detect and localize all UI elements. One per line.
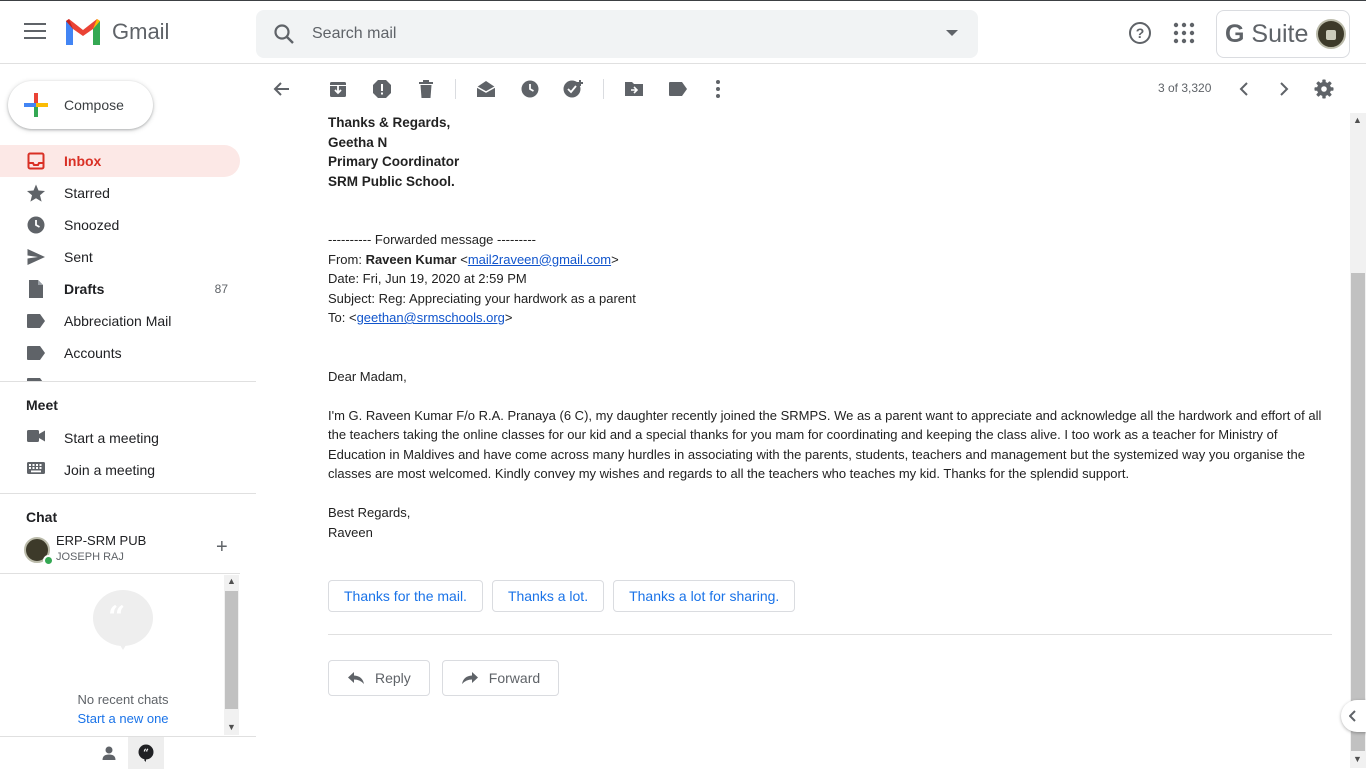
- body-paragraph: I'm G. Raveen Kumar F/o R.A. Pranaya (6 C), my daughter recently joined the SRMPS. We as a parent want to appreciate and acknowledge all the hardwork and effort of all the teachers taking the online classes for our kid and a special thanks for you mam for coordinating and keeping the class alive. I too work as a teacher for Ministry of Education in Maldives and have come across many hurdles in associating with the parents, students, teachers and management but the systemized way you organise the classes are most welcomed. Kindly convey my wishes and regards to all the teachers who teaches my kid. Thanks for the splendid support.: [328, 407, 1322, 481]
- sidebar-item-inbox[interactable]: [0, 145, 240, 177]
- start-meeting-button[interactable]: [26, 429, 159, 446]
- settings-gear-icon[interactable]: [1312, 77, 1336, 101]
- from-name: Raveen Kumar: [365, 251, 457, 267]
- join-meeting-button[interactable]: [26, 461, 155, 478]
- sidebar-item-accounts[interactable]: [0, 337, 240, 369]
- more-options-icon[interactable]: [706, 77, 730, 101]
- signature-line: Primary Coordinator: [328, 154, 460, 169]
- hangouts-icon: [137, 744, 155, 762]
- scroll-down-arrow-icon[interactable]: ▼: [1353, 754, 1362, 764]
- greeting: Dear Madam,: [328, 368, 407, 384]
- sidebar-item-snoozed[interactable]: [0, 209, 240, 241]
- back-icon[interactable]: [270, 77, 294, 101]
- from-email-link[interactable]: mail2raveen@gmail.com: [467, 251, 612, 267]
- send-icon: [26, 247, 46, 267]
- forward-date: Date: Fri, Jun 19, 2020 at 2:59 PM: [328, 271, 527, 286]
- forward-header: ---------- Forwarded message ---------: [328, 232, 536, 247]
- video-camera-icon: [26, 429, 46, 446]
- inbox-icon: [26, 151, 46, 171]
- toolbar-separator: [603, 79, 604, 99]
- from-label: From:: [328, 251, 366, 267]
- app-title: Gmail: [112, 19, 170, 44]
- label-icon: [26, 311, 46, 331]
- contacts-tab[interactable]: [91, 737, 127, 769]
- compose-label: Compose: [64, 97, 124, 113]
- start-meeting-label: Start a meeting: [64, 429, 159, 446]
- forward-icon: [461, 671, 479, 685]
- email-body: [328, 113, 1332, 542]
- draft-icon: [26, 279, 46, 299]
- help-icon[interactable]: [1128, 21, 1152, 45]
- forward-button[interactable]: [442, 660, 559, 696]
- gmail-logo[interactable]: [64, 17, 169, 47]
- signature-line: Thanks & Regards,: [328, 115, 451, 130]
- star-icon: [26, 183, 46, 203]
- older-icon[interactable]: [1272, 77, 1296, 101]
- signature-line: Geetha N: [328, 134, 388, 150]
- gsuite-suffix: Suite: [1251, 19, 1309, 48]
- chat-user-name: ERP-SRM PUB: [56, 533, 147, 548]
- toolbar-separator: [455, 79, 456, 99]
- srm-crest-avatar: [1316, 19, 1346, 49]
- chat-user-sub: JOSEPH RAJ: [56, 551, 124, 563]
- move-to-icon[interactable]: [622, 77, 646, 101]
- keyboard-icon: [26, 461, 46, 478]
- svg-text:“: “: [143, 748, 149, 759]
- mark-unread-icon[interactable]: [474, 77, 498, 101]
- chat-user-row[interactable]: [24, 533, 254, 565]
- gsuite-logo: [1225, 20, 1308, 49]
- compose-button[interactable]: [8, 81, 153, 129]
- forward-subject: Subject: Reg: Appreciating your hardwork as a parent: [328, 290, 636, 306]
- labels-icon[interactable]: [666, 77, 690, 101]
- gmail-m-icon: [64, 17, 102, 47]
- start-new-chat-link[interactable]: Start a new one: [77, 711, 169, 726]
- report-spam-icon[interactable]: [370, 77, 394, 101]
- scroll-down-arrow-icon[interactable]: ▼: [227, 722, 236, 732]
- join-meeting-label: Join a meeting: [64, 461, 156, 478]
- nav-list: [0, 145, 256, 381]
- smart-reply-chip[interactable]: Thanks a lot for sharing.: [613, 580, 795, 612]
- sidebar-item-label: Accounts: [64, 345, 122, 361]
- online-status-icon: [43, 555, 54, 566]
- to-label: To:: [328, 310, 349, 325]
- sidebar-item-drafts[interactable]: [0, 273, 240, 305]
- closing-name: Raveen: [328, 524, 373, 540]
- sidebar-item-abbreciation-mail[interactable]: [0, 305, 240, 337]
- chat-panel: [0, 573, 240, 736]
- show-side-panel-button[interactable]: [1341, 700, 1366, 732]
- compose-plus-icon: [24, 93, 48, 117]
- drafts-count: 87: [214, 282, 228, 296]
- sidebar-item-partial[interactable]: [0, 369, 240, 381]
- main-menu-icon[interactable]: [24, 23, 46, 43]
- closing: Best Regards,: [328, 505, 411, 520]
- signature-line: SRM Public School.: [328, 173, 455, 189]
- chevron-left-icon: [1349, 710, 1357, 722]
- delete-icon[interactable]: [414, 77, 438, 101]
- chat-divider: [0, 493, 256, 494]
- apps-grid-icon[interactable]: [1172, 21, 1196, 45]
- hangouts-quote-icon: [93, 590, 153, 646]
- add-chat-icon[interactable]: +: [216, 536, 228, 558]
- pager-count: 3 of 3,320: [1158, 81, 1212, 95]
- smart-replies: [328, 580, 795, 612]
- sidebar-item-label: Snoozed: [64, 217, 120, 233]
- to-email-link[interactable]: geethan@srmschools.org: [356, 310, 505, 325]
- forward-to: To: <geethan@srmschools.org>: [328, 310, 513, 325]
- snooze-icon[interactable]: [518, 77, 542, 101]
- reply-actions: [328, 660, 559, 696]
- forward-label: Forward: [488, 670, 541, 686]
- chat-scrollbar-thumb[interactable]: [225, 591, 238, 709]
- message-view: [256, 113, 1350, 768]
- no-recent-chats-text: No recent chats: [77, 692, 169, 707]
- reply-icon: [347, 671, 365, 685]
- sidebar-item-label: Drafts: [64, 281, 105, 297]
- archive-icon[interactable]: [326, 77, 350, 101]
- meet-divider: [0, 381, 256, 382]
- message-divider: [328, 634, 1332, 635]
- hangouts-tab[interactable]: [128, 737, 164, 769]
- chat-tabs: [0, 736, 256, 768]
- reply-button[interactable]: [328, 660, 430, 696]
- clock-icon: [26, 215, 46, 235]
- sidebar-item-label: Inbox: [64, 153, 102, 169]
- meet-title: Meet: [26, 397, 58, 413]
- chat-title: Chat: [26, 509, 58, 525]
- sidebar: [0, 65, 256, 768]
- smart-reply-chip[interactable]: Thanks for the mail.: [328, 580, 483, 612]
- account-button[interactable]: [1216, 10, 1350, 58]
- gsuite-g: G: [1225, 19, 1245, 48]
- sidebar-item-sent[interactable]: [0, 241, 240, 273]
- sidebar-item-starred[interactable]: [0, 177, 240, 209]
- message-toolbar: [256, 65, 1366, 113]
- search-options-icon[interactable]: [946, 30, 958, 36]
- reply-label: Reply: [375, 670, 411, 686]
- add-to-tasks-icon[interactable]: [562, 77, 586, 101]
- sidebar-item-label: Sent: [64, 249, 93, 265]
- sidebar-item-label: Starred: [64, 185, 110, 201]
- quote-glyph: “: [108, 600, 126, 635]
- newer-icon[interactable]: [1232, 77, 1256, 101]
- label-icon: [26, 343, 46, 363]
- scroll-up-arrow-icon[interactable]: ▲: [1353, 115, 1362, 125]
- scroll-up-arrow-icon[interactable]: ▲: [227, 576, 236, 586]
- sidebar-item-label: Abbreciation Mail: [64, 313, 172, 329]
- person-icon: [101, 745, 117, 761]
- smart-reply-chip[interactable]: Thanks a lot.: [492, 580, 604, 612]
- search-input[interactable]: [312, 10, 912, 58]
- search-bar: [256, 10, 978, 58]
- svg-text:?: ?: [1135, 25, 1145, 41]
- search-icon[interactable]: [272, 22, 296, 46]
- message-scrollbar-thumb[interactable]: [1351, 273, 1365, 751]
- forward-from: From: Raveen Kumar <mail2raveen@gmail.com>: [328, 251, 619, 267]
- top-bar: [0, 0, 1366, 64]
